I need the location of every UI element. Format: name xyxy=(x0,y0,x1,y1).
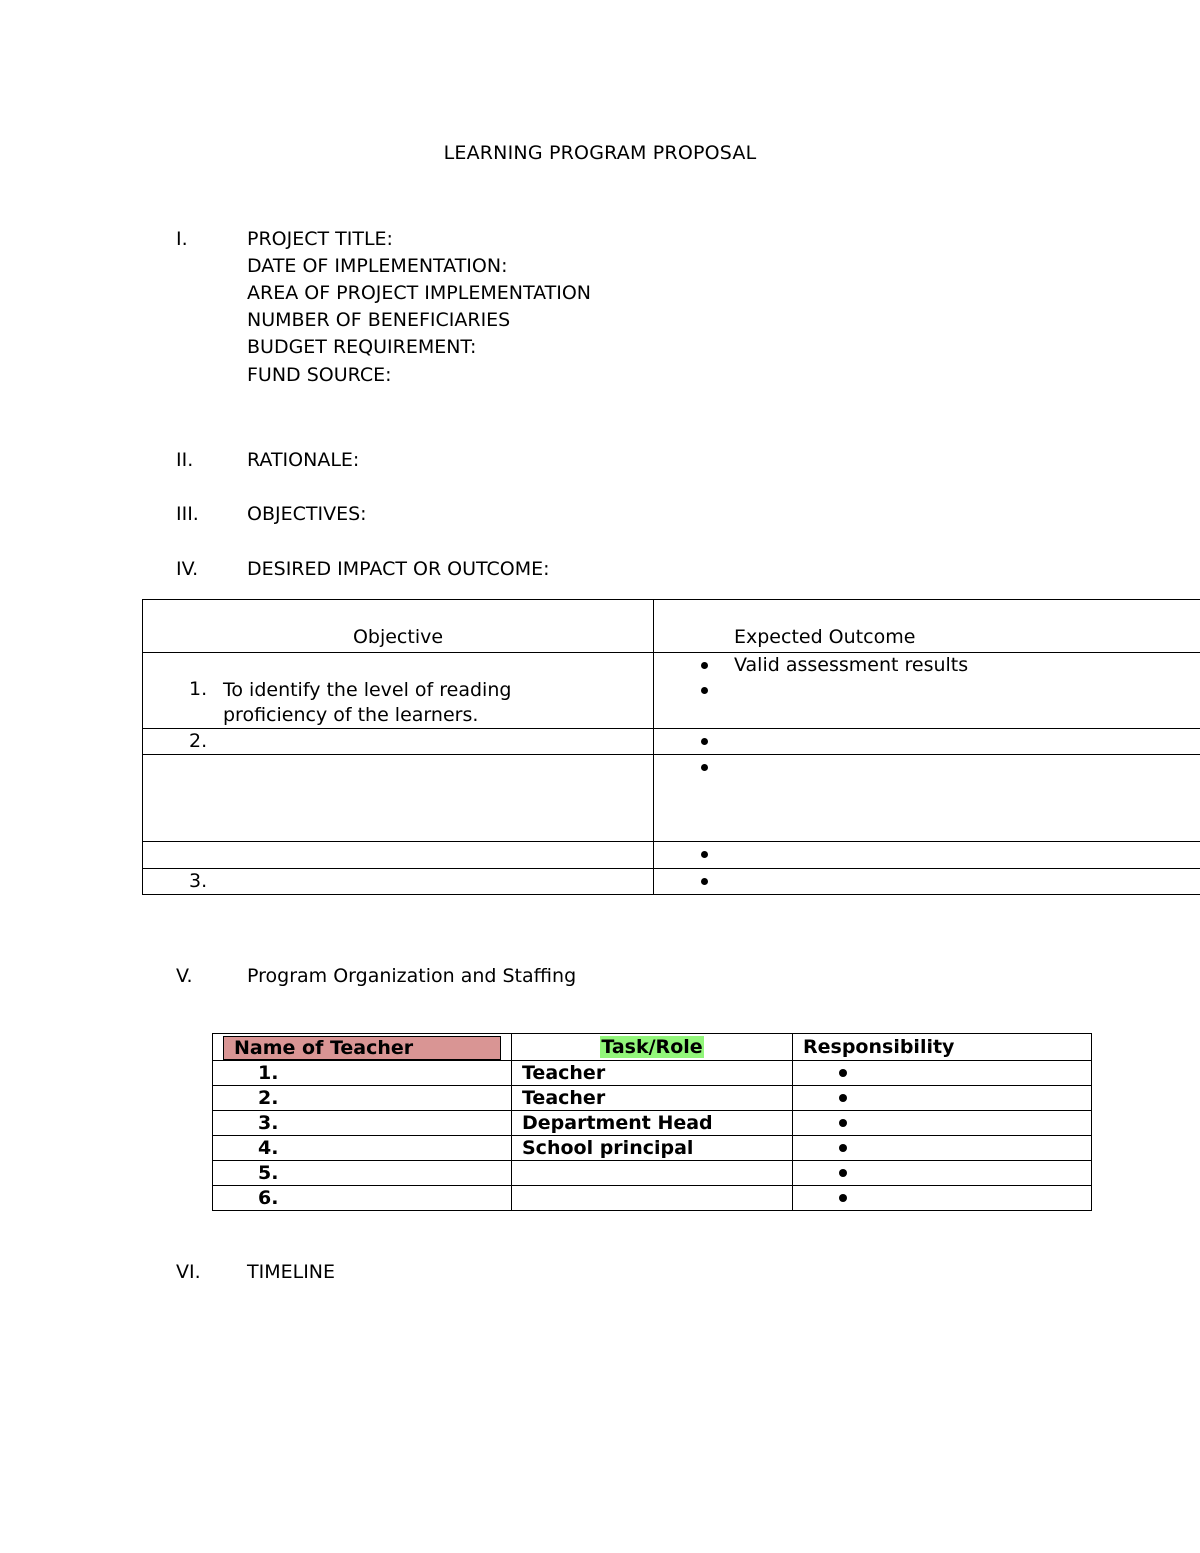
section-2-label: RATIONALE: xyxy=(247,449,360,471)
row-responsibility xyxy=(793,1186,1092,1211)
row-task: Department Head xyxy=(512,1111,793,1136)
bullet-icon xyxy=(839,1194,847,1202)
table-row xyxy=(213,1161,1092,1186)
outcome-bullet xyxy=(654,755,1200,780)
table-row xyxy=(143,869,1200,895)
table-row xyxy=(213,1061,1092,1086)
row-task xyxy=(512,1161,793,1186)
row-responsibility xyxy=(793,1136,1092,1161)
objectives-table xyxy=(142,599,1200,895)
header-expected-outcome: Expected Outcome xyxy=(654,600,1200,653)
objective-text-line2: proficiency of the learners. xyxy=(223,704,479,726)
header-task-role: Task/Role xyxy=(601,1036,703,1058)
row-task: Teacher xyxy=(512,1086,793,1111)
outcome-cell xyxy=(654,755,1200,842)
objective-number: 2. xyxy=(189,730,208,752)
objective-cell xyxy=(143,755,654,842)
table-row xyxy=(213,1086,1092,1111)
field-fund-source: FUND SOURCE: xyxy=(247,364,392,386)
row-number: 4. xyxy=(213,1136,512,1161)
row-number: 3. xyxy=(213,1111,512,1136)
table-row xyxy=(143,729,1200,755)
header-task-cell xyxy=(512,1034,793,1061)
objective-cell xyxy=(143,653,654,729)
outcome-cell xyxy=(654,653,1200,729)
objective-cell xyxy=(143,842,654,869)
section-3-number: III. xyxy=(176,503,199,525)
row-responsibility xyxy=(793,1086,1092,1111)
outcome-cell xyxy=(654,842,1200,869)
section-4-label: DESIRED IMPACT OR OUTCOME: xyxy=(247,558,550,580)
row-task: School principal xyxy=(512,1136,793,1161)
staffing-header-row xyxy=(213,1034,1092,1061)
field-area-of-implementation: AREA OF PROJECT IMPLEMENTATION xyxy=(247,282,591,304)
row-responsibility xyxy=(793,1061,1092,1086)
field-date-of-implementation: DATE OF IMPLEMENTATION: xyxy=(247,255,508,277)
row-responsibility xyxy=(793,1111,1092,1136)
outcome-bullet xyxy=(654,678,1200,703)
section-4-number: IV. xyxy=(176,558,199,580)
header-name-of-teacher: Name of Teacher xyxy=(223,1036,501,1060)
table-row xyxy=(143,653,1200,729)
section-6-number: VI. xyxy=(176,1261,201,1283)
objective-cell xyxy=(143,869,654,895)
table-row xyxy=(143,842,1200,869)
outcome-bullet xyxy=(654,729,1200,754)
row-number: 5. xyxy=(213,1161,512,1186)
objective-number: 3. xyxy=(189,870,208,892)
section-5-label: Program Organization and Staffing xyxy=(247,965,577,987)
objectives-header-row xyxy=(143,600,1200,653)
outcome-bullet xyxy=(654,869,1200,894)
table-row xyxy=(213,1186,1092,1211)
section-1-number: I. xyxy=(176,228,188,250)
objective-cell xyxy=(143,729,654,755)
field-project-title: PROJECT TITLE: xyxy=(247,228,393,250)
outcome-text: Valid assessment results xyxy=(734,654,969,676)
document-title: LEARNING PROGRAM PROPOSAL xyxy=(443,142,757,164)
field-budget-requirement: BUDGET REQUIREMENT: xyxy=(247,336,477,358)
objective-number: 1. xyxy=(189,678,208,700)
section-3-label: OBJECTIVES: xyxy=(247,503,367,525)
header-objective: Objective xyxy=(143,600,654,653)
staffing-table xyxy=(212,1033,1092,1211)
outcome-cell xyxy=(654,729,1200,755)
table-row xyxy=(213,1111,1092,1136)
bullet-icon xyxy=(839,1144,847,1152)
section-2-number: II. xyxy=(176,449,194,471)
bullet-icon xyxy=(839,1169,847,1177)
row-responsibility xyxy=(793,1161,1092,1186)
row-task xyxy=(512,1186,793,1211)
table-row xyxy=(143,755,1200,842)
outcome-cell xyxy=(654,869,1200,895)
outcome-bullet xyxy=(654,842,1200,867)
row-number: 6. xyxy=(213,1186,512,1211)
row-task: Teacher xyxy=(512,1061,793,1086)
objective-text-line1: To identify the level of reading xyxy=(223,679,512,701)
outcome-bullet xyxy=(654,653,1200,678)
section-6-label: TIMELINE xyxy=(247,1261,336,1283)
bullet-icon xyxy=(839,1119,847,1127)
row-number: 2. xyxy=(213,1086,512,1111)
row-number: 1. xyxy=(213,1061,512,1086)
header-name-cell xyxy=(213,1034,512,1061)
table-row xyxy=(213,1136,1092,1161)
field-number-of-beneficiaries: NUMBER OF BENEFICIARIES xyxy=(247,309,511,331)
bullet-icon xyxy=(839,1094,847,1102)
header-responsibility: Responsibility xyxy=(793,1034,1092,1061)
bullet-icon xyxy=(839,1069,847,1077)
section-5-number: V. xyxy=(176,965,193,987)
